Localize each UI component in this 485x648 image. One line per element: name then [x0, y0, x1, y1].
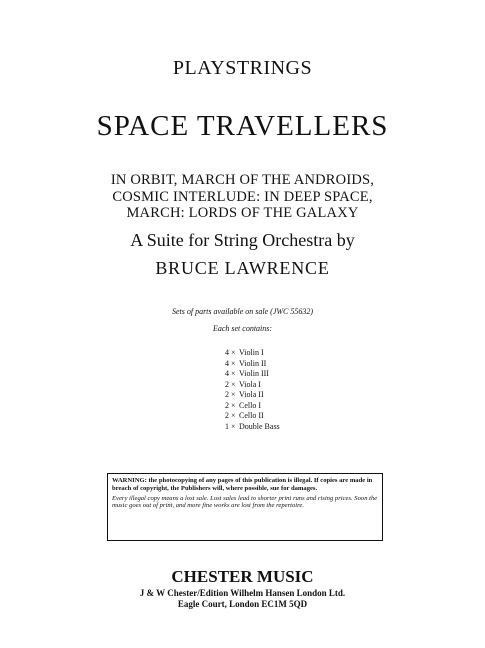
list-item — [225, 369, 280, 380]
movement-line: COSMIC INTERLUDE: IN DEEP SPACE, — [112, 188, 373, 205]
parts-list — [225, 348, 280, 432]
part-instrument: Viola II — [239, 390, 264, 399]
set-contents-note: Each set contains: — [212, 324, 273, 333]
part-instrument: Violin II — [239, 358, 267, 368]
list-item — [225, 390, 280, 401]
movement-line: IN ORBIT, MARCH OF THE ANDROIDS, — [110, 172, 375, 188]
part-instrument: Violin I — [239, 348, 264, 357]
series-title: PLAYSTRINGS — [172, 57, 313, 79]
part-instrument: Double Bass — [239, 421, 280, 431]
part-quantity: 4 × — [225, 369, 236, 378]
part-quantity: 4 × — [225, 348, 236, 357]
movement-line: MARCH: LORDS OF THE GALAXY — [126, 205, 359, 221]
part-instrument: Violin III — [239, 369, 269, 378]
list-item — [225, 359, 280, 370]
list-item — [225, 401, 280, 412]
list-item — [225, 411, 280, 422]
part-quantity: 4 × — [225, 358, 236, 368]
part-quantity: 2 × — [225, 379, 236, 389]
copyright-warning-box — [107, 473, 383, 541]
list-item — [225, 422, 280, 433]
publisher-address — [0, 588, 485, 610]
part-quantity: 2 × — [225, 411, 236, 420]
part-quantity: 2 × — [225, 390, 236, 399]
movement-list — [0, 172, 485, 222]
part-instrument: Viola I — [239, 379, 261, 389]
part-instrument: Cello II — [239, 411, 264, 420]
part-instrument: Cello I — [239, 400, 261, 410]
warning-subtext: Every illegal copy means a lost sale. Lost sales lead to shorter print runs and rising prices. Soon the music goes out of print, and more fine works are lost from the repertoire. — [112, 494, 378, 510]
part-quantity: 2 × — [225, 400, 236, 410]
subtitle: A Suite for String Orchestra by — [130, 230, 355, 250]
publisher-line: Eagle Court, London EC1M 5QD — [177, 599, 308, 609]
list-item — [225, 380, 280, 391]
publisher-line: J & W Chester/Edition Wilhelm Hansen London Ltd. — [139, 588, 346, 598]
part-quantity: 1 × — [225, 421, 236, 431]
work-title: SPACE TRAVELLERS — [96, 110, 389, 142]
composer-name: BRUCE LAWRENCE — [155, 258, 330, 278]
parts-availability-note: Sets of parts available on sale (JWC 55632) — [171, 307, 314, 316]
publisher-name: CHESTER MUSIC — [171, 567, 314, 586]
warning-text: WARNING: the photocopying of any pages of this publication is illegal. If copies are made in breach of copyright, the Publishers will, where possible, sue for damages. — [112, 477, 373, 492]
list-item — [225, 348, 280, 359]
